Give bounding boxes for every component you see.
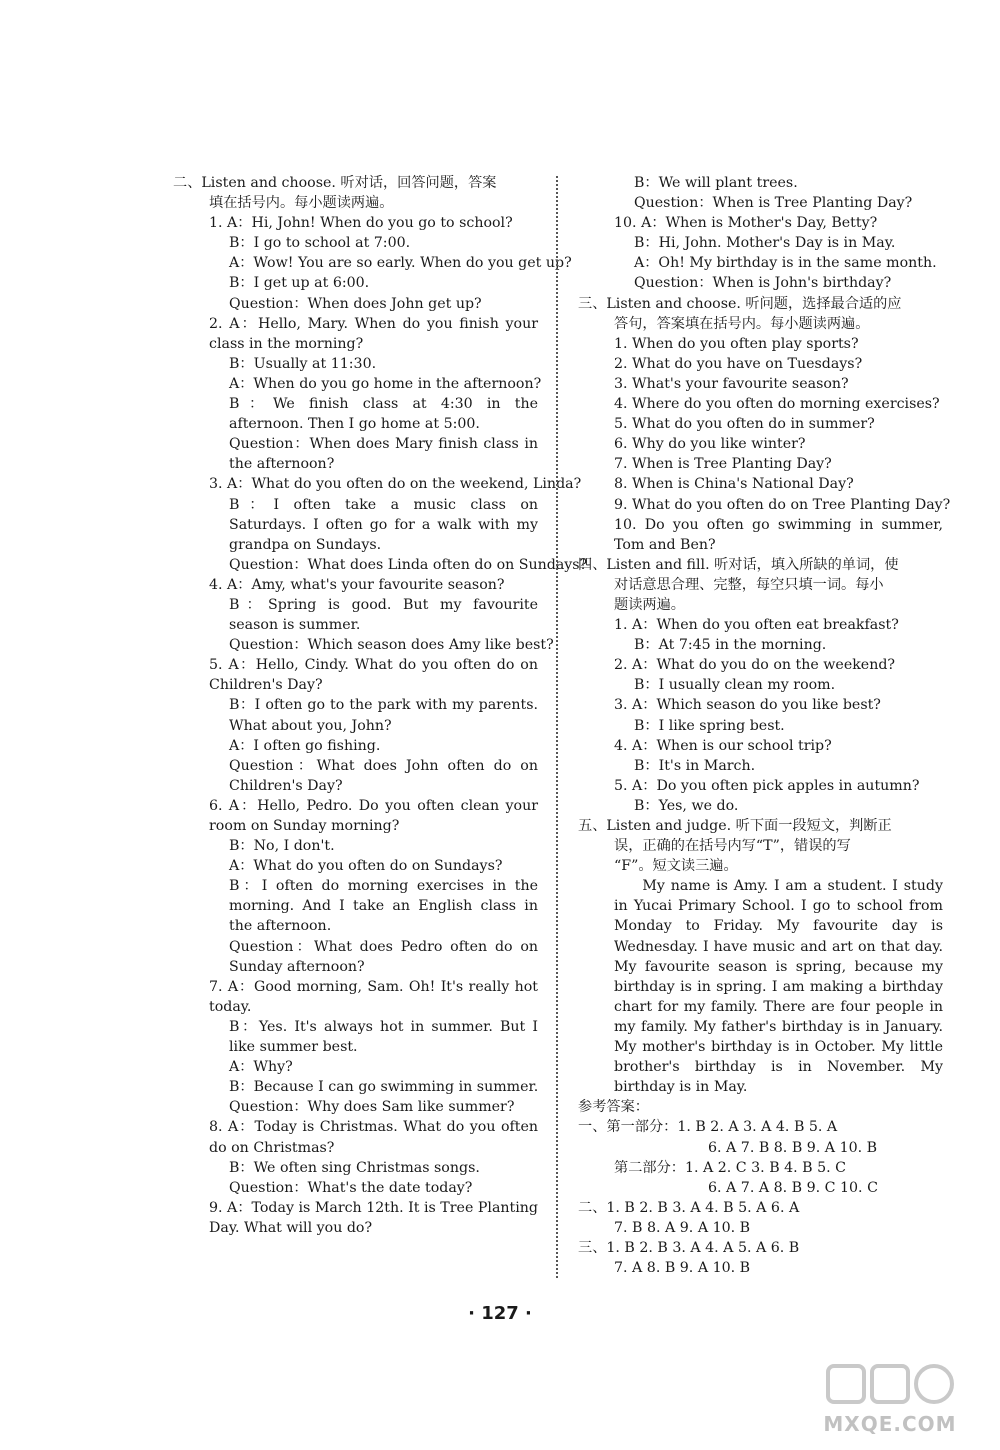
left-line: 6. A：Hello, Pedro. Do you often clean your room on Sunday morning?	[209, 797, 538, 834]
right-line: 6. Why do you like winter?	[614, 436, 806, 453]
right-line: B：At 7:45 in the morning.	[634, 637, 827, 654]
right-line: 7. A 8. B 9. A 10. B	[614, 1260, 751, 1277]
left-line: B：I often do morning exercises in the morning. And I take an English class in the afternoon.	[229, 878, 538, 935]
right-line: 6. A 7. B 8. B 9. A 10. B	[708, 1139, 878, 1156]
left-line: B：I often take a music class on Saturdays. I often go for a walk with my grandpa on Sundays.	[229, 496, 538, 553]
right-line: 7. When is Tree Planting Day?	[614, 456, 832, 473]
right-line: 10. Do you often go swimming in summer, Tom and Ben?	[614, 516, 943, 553]
right-line: 10. A：When is Mother's Day, Betty?	[614, 215, 878, 232]
left-line: Question：When does John get up?	[229, 295, 482, 312]
left-line: Question：What does Pedro often do on Sunday afternoon?	[229, 938, 538, 975]
watermark-logo-icon	[820, 1360, 960, 1410]
left-line: A：Wow! You are so early. When do you get up?	[229, 255, 572, 272]
right-line: My name is Amy. I am a student. I study in Yucai Primary School. I go to school from Monday to Friday. My favourite day is Wednesday. I have music and art on that day. My favourite season is spring, because my birthday is in spring. I am making a birthday chart for my family. There are four people in my family. My father's birthday is in January. My mother's birthday is in October. My little brother's birthday is in November. My birthday is in May.	[614, 878, 943, 1096]
right-line: B：Yes, we do.	[634, 797, 739, 814]
right-line: 第二部分：1. A 2. C 3. B 4. B 5. C	[614, 1159, 847, 1176]
left-line: 2. A：Hello, Mary. When do you finish your class in the morning?	[209, 315, 538, 352]
left-line: 二、Listen and choose. 听对话，回答问题，答案	[173, 175, 497, 191]
left-line: B：Spring is good. But my favourite season is summer.	[229, 596, 538, 634]
left-line: B：Because I can go swimming in summer.	[229, 1079, 539, 1096]
watermark-text: MXQE.COM	[823, 1412, 957, 1436]
left-line: 填在括号内。每小题读两遍。	[209, 195, 394, 212]
right-line: 对话意思合理、完整，每空只填一词。每小	[614, 576, 884, 593]
right-line: 1. When do you often play sports?	[614, 335, 859, 352]
left-line: Question：Why does Sam like summer?	[229, 1099, 515, 1116]
left-line: B：I go to school at 7:00.	[229, 235, 411, 252]
left-line: Question：What does Linda often do on Sundays?	[229, 556, 588, 573]
right-line: 答句，答案填在括号内。每小题读两遍。	[614, 315, 870, 332]
left-line: 9. A：Today is March 12th. It is Tree Planting Day. What will you do?	[209, 1199, 538, 1236]
left-line: B：No, I don't.	[229, 838, 335, 855]
right-line: B：I usually clean my room.	[634, 677, 836, 694]
right-line: 五、Listen and judge. 听下面一段短文，判断正	[578, 818, 892, 834]
left-line: B：I often go to the park with my parents. What about you, John?	[229, 697, 538, 734]
right-line: 4. Where do you often do morning exercises?	[614, 396, 940, 413]
right-line: B：I like spring best.	[634, 717, 785, 734]
left-line: 4. A：Amy, what's your favourite season?	[209, 576, 505, 593]
right-line: 8. When is China's National Day?	[614, 476, 854, 493]
right-line: B：We will plant trees.	[634, 175, 798, 191]
left-line: B：I get up at 6:00.	[229, 275, 370, 292]
right-line: 5. What do you often do in summer?	[614, 416, 875, 433]
column-divider	[556, 176, 558, 1278]
right-line: “F”。短文读三遍。	[614, 858, 738, 875]
page-number: · 127 ·	[468, 1303, 532, 1324]
right-line: A：Oh! My birthday is in the same month.	[634, 255, 937, 272]
right-line: 一、第一部分：1. B 2. A 3. A 4. B 5. A	[578, 1119, 838, 1136]
left-line: Question：Which season does Amy like best?	[229, 637, 554, 654]
right-line: B：Hi, John. Mother's Day is in May.	[634, 235, 896, 252]
left-line: 1. A：Hi, John! When do you go to school?	[209, 215, 513, 232]
left-line: Question：When does Mary finish class in the afternoon?	[229, 436, 538, 473]
left-line: A：What do you often do on Sundays?	[229, 858, 503, 875]
right-line: 三、1. B 2. B 3. A 4. A 5. A 6. B	[578, 1239, 800, 1256]
right-line: 4. A：When is our school trip?	[614, 737, 832, 754]
watermark	[820, 1360, 960, 1440]
right-line: 题读两遍。	[614, 596, 685, 613]
right-line: 误，正确的在括号内写“T”，错误的写	[614, 838, 851, 855]
left-line: A：I often go fishing.	[229, 737, 381, 754]
right-line: 2. A：What do you do on the weekend?	[614, 657, 896, 674]
left-line: Question：What does John often do on Children's Day?	[229, 757, 538, 794]
right-line: 2. What do you have on Tuesdays?	[614, 355, 863, 372]
left-line: B：Yes. It's always hot in summer. But I like summer best.	[229, 1018, 538, 1056]
right-line: 四、Listen and fill. 听对话，填入所缺的单词，使	[578, 556, 899, 573]
left-line: A：Why?	[229, 1059, 293, 1076]
left-line: 7. A：Good morning, Sam. Oh! It's really hot today.	[209, 978, 538, 1015]
left-line: 8. A：Today is Christmas. What do you often do on Christmas?	[209, 1119, 538, 1156]
left-line: B：Usually at 11:30.	[229, 355, 377, 372]
right-line: 二、1. B 2. B 3. A 4. B 5. A 6. A	[578, 1199, 800, 1216]
right-line: B：It's in March.	[634, 757, 756, 774]
right-line: 5. A：Do you often pick apples in autumn?	[614, 777, 920, 794]
left-column	[173, 173, 588, 1238]
right-line: 3. A：Which season do you like best?	[614, 697, 881, 714]
right-column	[578, 173, 951, 1278]
right-line: 三、Listen and choose. 听问题，选择最合适的应	[578, 295, 902, 312]
right-line: 参考答案：	[578, 1099, 649, 1116]
left-line: B：We often sing Christmas songs.	[229, 1159, 480, 1176]
right-line: 7. B 8. A 9. A 10. B	[614, 1219, 751, 1236]
left-line: Question：What's the date today?	[229, 1179, 473, 1196]
left-line: B：We finish class at 4:30 in the afternoon. Then I go home at 5:00.	[229, 396, 538, 433]
right-line: 6. A 7. A 8. B 9. C 10. C	[708, 1179, 878, 1196]
left-line: 5. A：Hello, Cindy. What do you often do on Children's Day?	[209, 657, 538, 694]
right-line: Question：When is John's birthday?	[634, 275, 892, 292]
right-line: 3. What's your favourite season?	[614, 375, 849, 392]
right-line: 9. What do you often do on Tree Planting Day?	[614, 496, 951, 513]
left-line: 3. A：What do you often do on the weekend, Linda?	[209, 476, 582, 493]
right-line: Question：When is Tree Planting Day?	[634, 195, 913, 212]
right-line: 1. A：When do you often eat breakfast?	[614, 617, 899, 634]
left-line: A：When do you go home in the afternoon?	[229, 375, 542, 392]
